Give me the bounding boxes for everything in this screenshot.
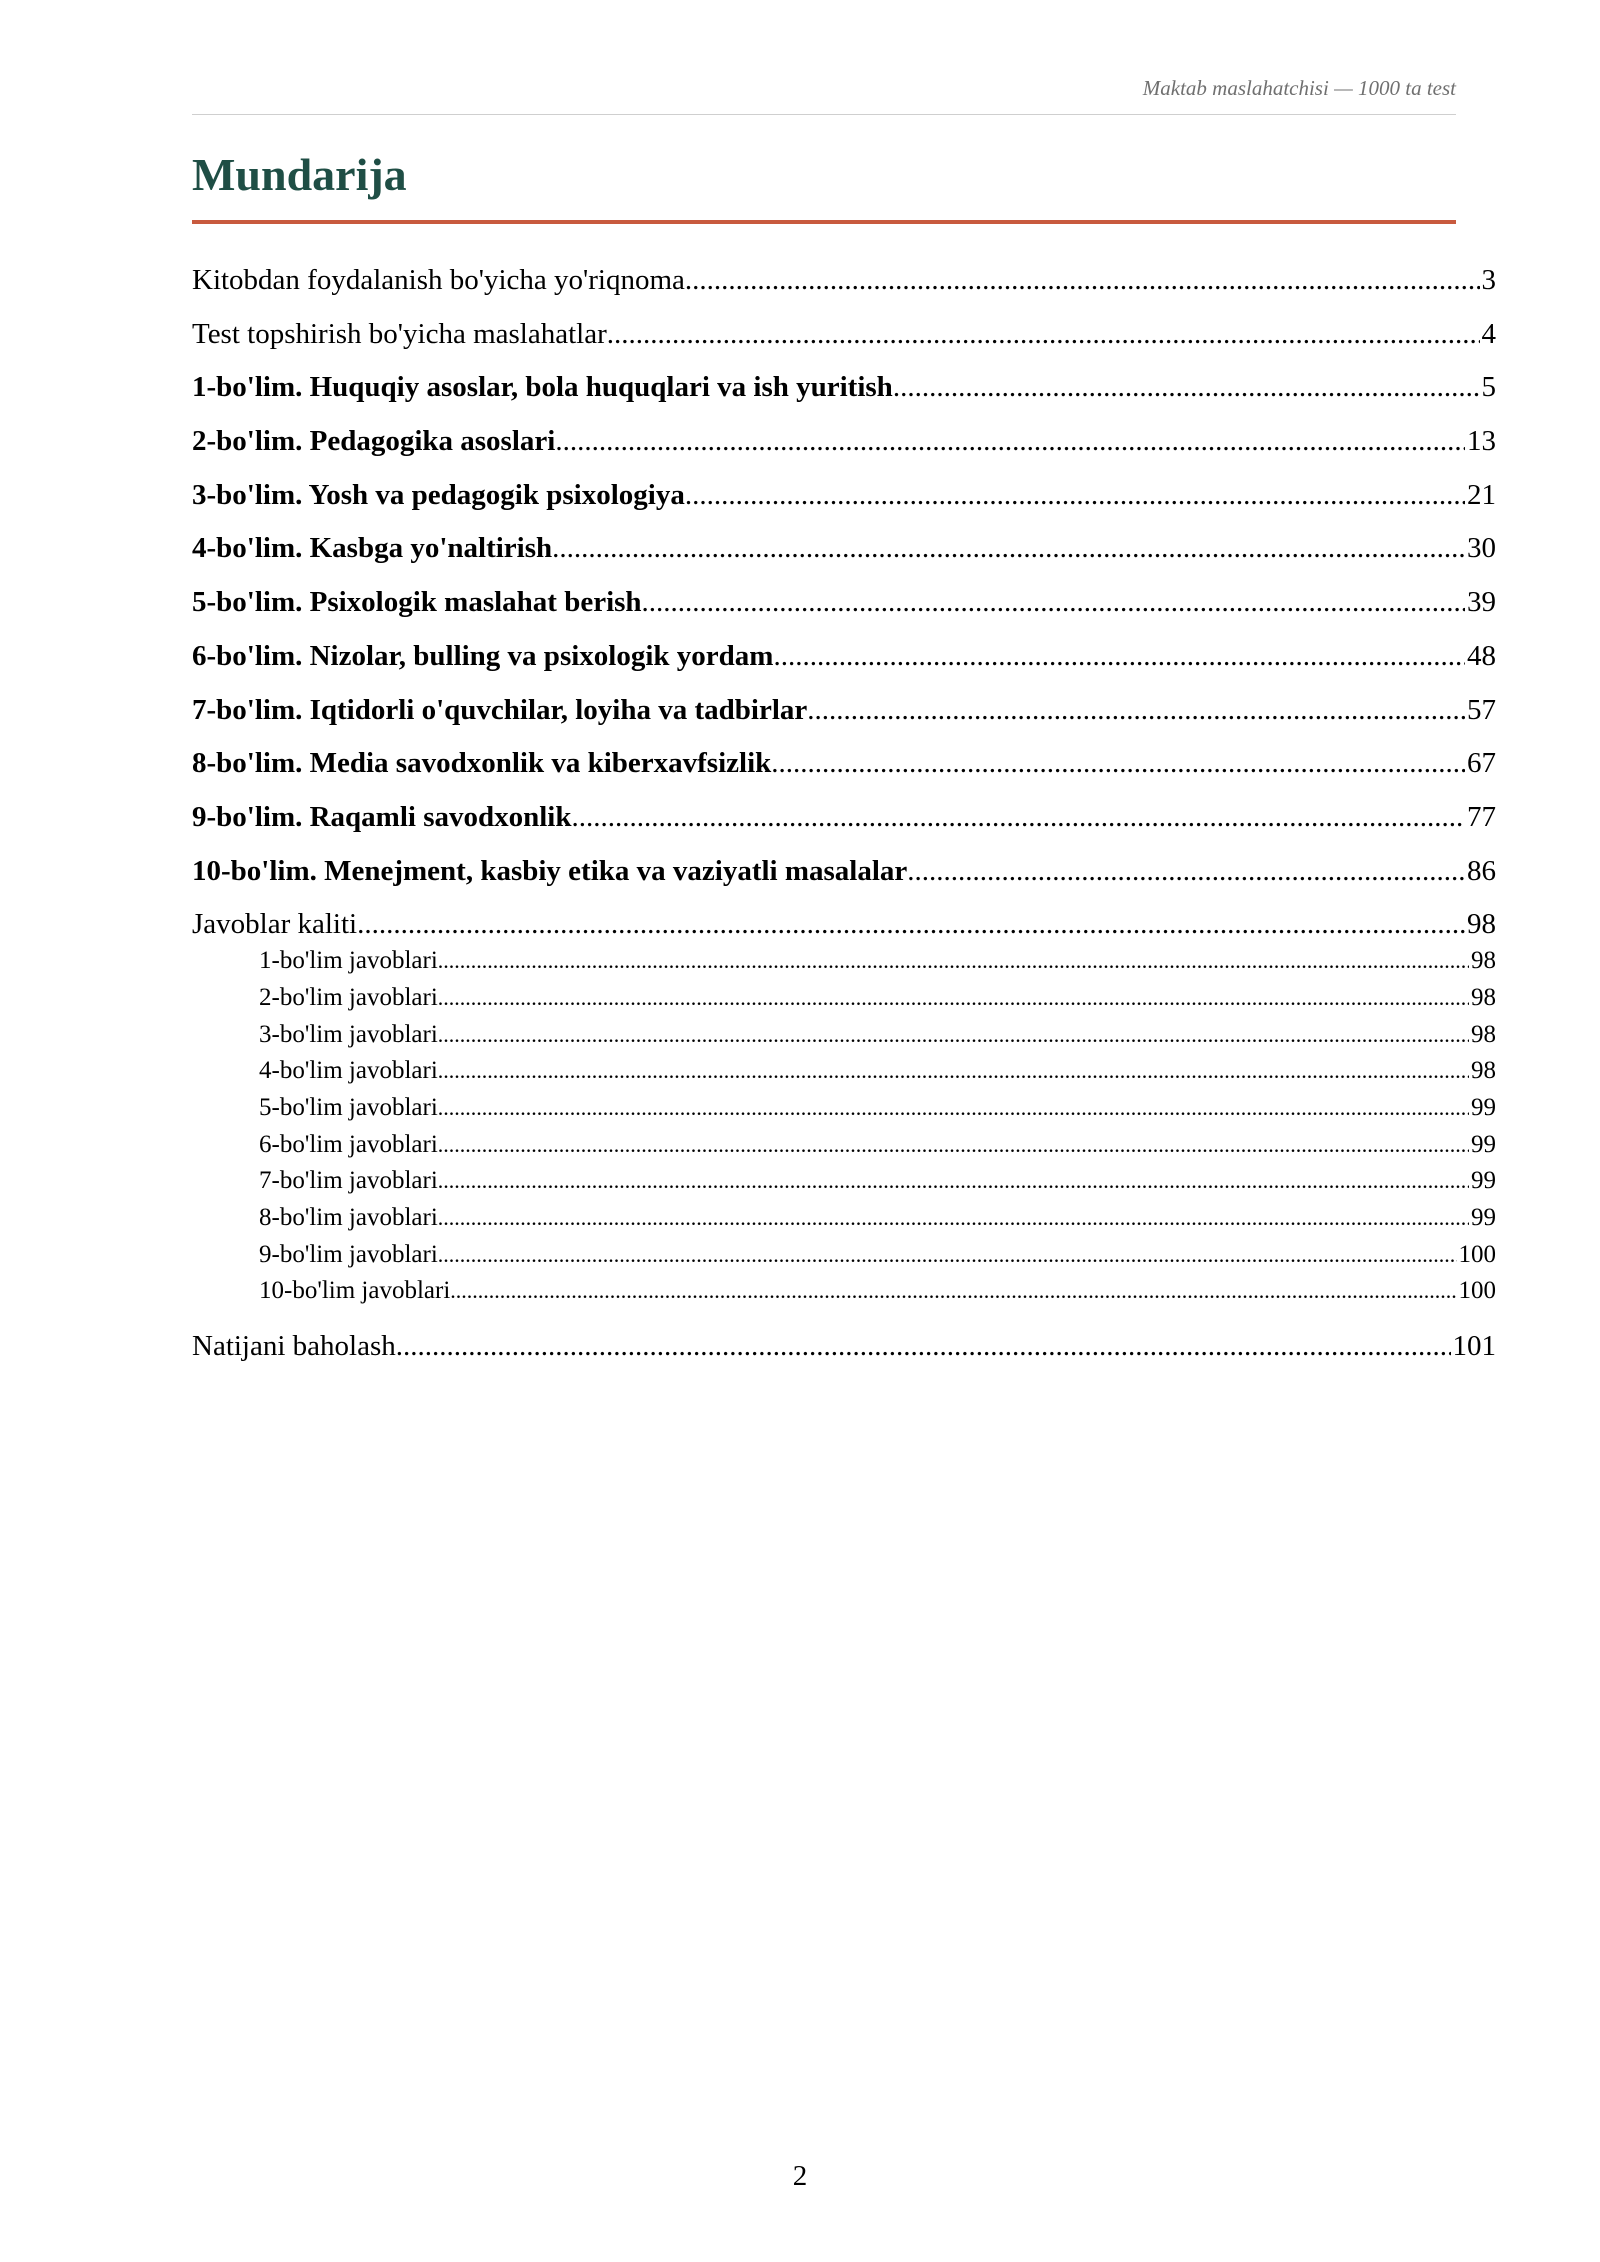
toc-entry-section-5[interactable] [192, 580, 1496, 634]
dot-leader [396, 1324, 1451, 1368]
dot-leader [438, 1237, 1457, 1273]
dot-leader [438, 1090, 1469, 1126]
toc-title: Mundarija [192, 149, 407, 200]
running-header: Maktab maslahatchisi — 1000 ta test [1142, 76, 1456, 100]
toc-page-number: 48 [1467, 639, 1496, 672]
toc-entry-label: 7-bo'lim javoblari [259, 1167, 438, 1195]
toc-entry-label: 1-bo'lim javoblari [259, 947, 438, 975]
toc-entry-label: 3-bo'lim javoblari [259, 1020, 438, 1048]
toc-page-number: 13 [1467, 425, 1496, 458]
toc-page-number: 99 [1471, 1130, 1496, 1158]
toc-subentry-answers-6[interactable] [192, 1127, 1496, 1164]
toc-page-number: 39 [1467, 586, 1496, 619]
page-number: 2 [792, 2160, 808, 2192]
toc-entry-guide[interactable] [192, 258, 1496, 312]
dot-leader [685, 473, 1465, 517]
toc-subentry-answers-7[interactable] [192, 1163, 1496, 1200]
dot-leader [685, 258, 1480, 302]
toc-entry-test-tips[interactable] [192, 312, 1496, 366]
toc-page-number: 98 [1471, 1020, 1496, 1048]
toc-page-number: 99 [1471, 1167, 1496, 1195]
toc-entry-answer-key[interactable] [192, 902, 1496, 943]
toc-entry-label: 5-bo'lim. Psixologik maslahat berish [192, 586, 642, 619]
toc-entry-label: 2-bo'lim. Pedagogika asoslari [192, 425, 556, 458]
toc-entry-section-6[interactable] [192, 634, 1496, 688]
toc-entry-label: 4-bo'lim javoblari [259, 1057, 438, 1085]
dot-leader [438, 1127, 1469, 1163]
toc-entry-label: Test topshirish bo'yicha maslahatlar [192, 317, 607, 350]
toc-entry-section-10[interactable] [192, 849, 1496, 903]
toc-subentry-answers-10[interactable] [192, 1273, 1496, 1310]
toc-page-number: 77 [1467, 800, 1496, 833]
toc-page-number: 3 [1481, 264, 1496, 296]
toc-page-number: 86 [1467, 854, 1496, 887]
toc-subentry-answers-2[interactable] [192, 980, 1496, 1017]
dot-leader [807, 688, 1465, 732]
toc-entry-label: 1-bo'lim. Huquqiy asoslar, bola huquqlari va ish yuritish [192, 371, 893, 404]
header-divider [192, 114, 1456, 115]
toc-entry-label: 8-bo'lim. Media savodxonlik va kiberxavfsizlik [192, 747, 772, 780]
toc-entry-section-8[interactable] [192, 741, 1496, 795]
toc-entry-label: Kitobdan foydalanish bo'yicha yo'riqnoma [192, 264, 685, 296]
toc-page-number: 57 [1467, 693, 1496, 726]
dot-leader [642, 580, 1465, 624]
toc-page-number: 99 [1471, 1094, 1496, 1121]
toc-entry-label: 6-bo'lim javoblari [259, 1130, 438, 1158]
toc-page-number: 101 [1452, 1330, 1496, 1363]
toc-entry-label: 3-bo'lim. Yosh va pedagogik psixologiya [192, 478, 685, 511]
toc-entry-section-9[interactable] [192, 795, 1496, 849]
toc-entry-label: 5-bo'lim javoblari [259, 1094, 438, 1121]
toc-subentry-answers-5[interactable] [192, 1090, 1496, 1127]
toc-entry-section-1[interactable] [192, 365, 1496, 419]
toc-page-number: 98 [1471, 983, 1496, 1011]
toc-subentry-answers-3[interactable] [192, 1017, 1496, 1054]
toc-entry-section-3[interactable] [192, 473, 1496, 527]
table-of-contents [192, 258, 1496, 1378]
toc-entry-label: Javoblar kaliti [192, 908, 358, 941]
toc-entry-evaluation[interactable] [192, 1324, 1496, 1378]
toc-entry-label: 7-bo'lim. Iqtidorli o'quvchilar, loyiha va tadbirlar [192, 693, 808, 726]
toc-page-number: 98 [1471, 1057, 1496, 1085]
dot-leader [907, 849, 1465, 893]
toc-page-number: 99 [1471, 1204, 1496, 1232]
dot-leader [893, 365, 1480, 409]
toc-entry-section-7[interactable] [192, 688, 1496, 742]
title-underline [192, 220, 1456, 224]
toc-entry-section-2[interactable] [192, 419, 1496, 473]
toc-page-number: 30 [1467, 532, 1496, 565]
toc-entry-label: 10-bo'lim. Menejment, kasbiy etika va vaziyatli masalalar [192, 854, 908, 887]
toc-subentry-answers-4[interactable] [192, 1053, 1496, 1090]
dot-leader [438, 1200, 1469, 1236]
toc-entry-section-4[interactable] [192, 526, 1496, 580]
toc-entry-label: 2-bo'lim javoblari [259, 983, 438, 1011]
dot-leader [773, 634, 1465, 678]
toc-page-number: 4 [1481, 317, 1496, 350]
toc-entry-label: 10-bo'lim javoblari [259, 1277, 451, 1305]
toc-page-number: 100 [1458, 1277, 1496, 1305]
dot-leader [438, 1017, 1469, 1053]
toc-entry-label: 6-bo'lim. Nizolar, bulling va psixologik yordam [192, 639, 774, 672]
toc-entry-label: 8-bo'lim javoblari [259, 1204, 438, 1232]
toc-page-number: 98 [1471, 947, 1496, 975]
dot-leader [438, 943, 1469, 979]
dot-leader [771, 741, 1465, 785]
dot-leader [438, 1053, 1469, 1089]
toc-subentry-answers-8[interactable] [192, 1200, 1496, 1237]
dot-leader [438, 980, 1469, 1016]
dot-leader [438, 1163, 1469, 1199]
toc-page-number: 100 [1458, 1240, 1496, 1268]
toc-subentry-answers-1[interactable] [192, 943, 1496, 980]
dot-leader [552, 526, 1465, 570]
dot-leader [572, 795, 1466, 839]
toc-page-number: 5 [1481, 371, 1496, 404]
toc-entry-label: Natijani baholash [192, 1330, 396, 1363]
dot-leader [555, 419, 1465, 463]
toc-entry-label: 9-bo'lim javoblari [259, 1240, 438, 1268]
dot-leader [450, 1273, 1456, 1309]
toc-entry-label: 9-bo'lim. Raqamli savodxonlik [192, 800, 572, 833]
toc-subentry-answers-9[interactable] [192, 1237, 1496, 1274]
toc-page-number: 67 [1467, 747, 1496, 780]
toc-page-number: 21 [1467, 478, 1496, 511]
dot-leader [357, 902, 1465, 943]
toc-entry-label: 4-bo'lim. Kasbga yo'naltirish [192, 532, 553, 565]
toc-page-number: 98 [1467, 908, 1496, 941]
dot-leader [607, 312, 1480, 356]
